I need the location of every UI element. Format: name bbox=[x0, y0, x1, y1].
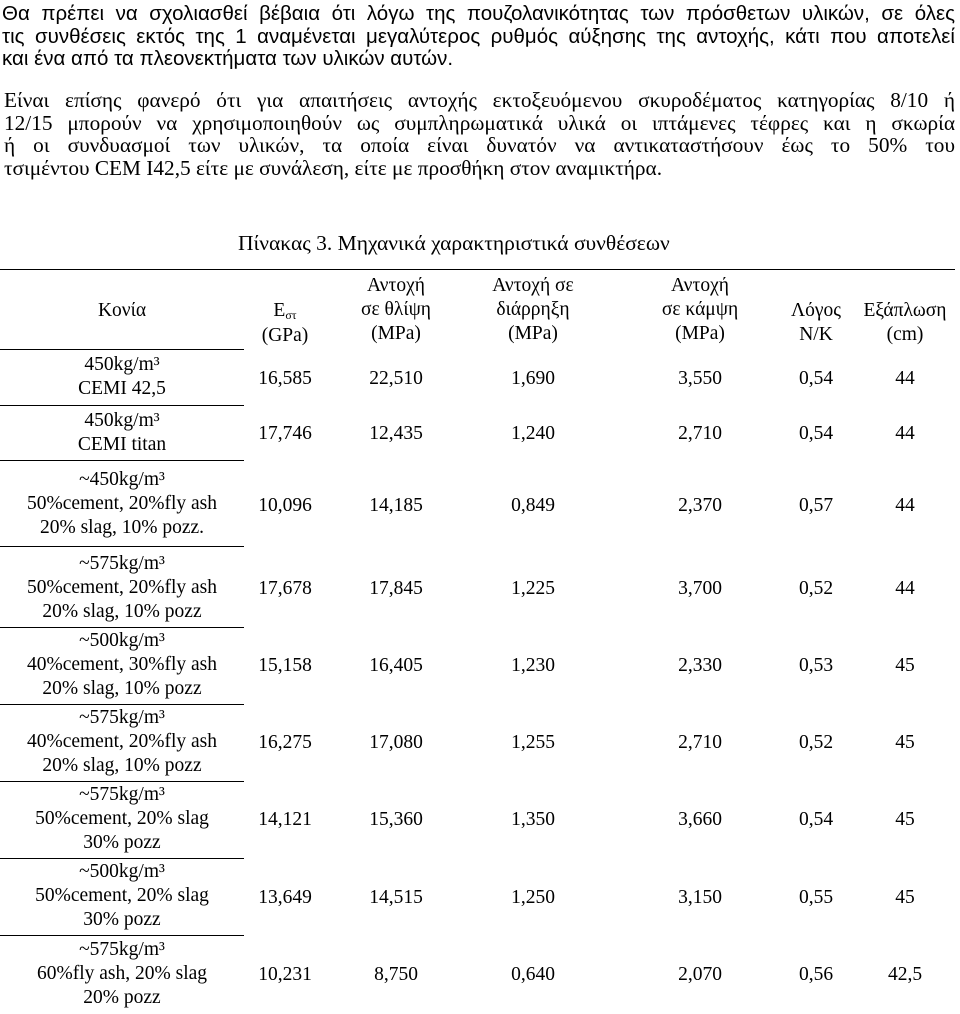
paragraph-line: ή οι συνδυασμοί των υλικών, τα οποία είναι δυνατόν να αντικαταστήσουν έως το 50% του bbox=[4, 133, 955, 157]
konia-line: 40%cement, 30%fly ash bbox=[26, 654, 218, 675]
konia-line: 20% slag, 10% pozz bbox=[42, 678, 202, 699]
konia-line: 60%fly ash, 20% slag bbox=[36, 963, 208, 984]
row-separator bbox=[0, 405, 244, 406]
cell-e: 15,158 bbox=[258, 655, 312, 676]
header-line: διάρρηξη bbox=[496, 299, 570, 320]
table-cell-konia bbox=[0, 468, 244, 540]
header-e-unit: (GPa) bbox=[261, 325, 309, 346]
konia-line: ~575kg/m³ bbox=[79, 553, 165, 574]
cell-logos: 0,52 bbox=[798, 732, 834, 753]
cell-kampsi: 2,370 bbox=[678, 495, 722, 516]
cell-thlipsi: 14,515 bbox=[369, 887, 423, 908]
cell-e: 17,678 bbox=[258, 578, 312, 599]
cell-exaplosi: 45 bbox=[895, 809, 915, 830]
cell-diarrixi: 1,225 bbox=[511, 578, 555, 599]
cell-exaplosi: 45 bbox=[895, 732, 915, 753]
paragraph-line: Είναι επίσης φανερό ότι για απαιτήσεις αντοχής εκτοξευόμενου σκυροδέματος κατηγορίας 8/10 ή bbox=[4, 88, 955, 112]
cell-logos: 0,55 bbox=[798, 887, 834, 908]
konia-line: ~500kg/m³ bbox=[79, 861, 165, 882]
cell-diarrixi: 1,250 bbox=[511, 887, 555, 908]
cell-logos: 0,52 bbox=[798, 578, 834, 599]
cell-kampsi: 2,330 bbox=[678, 655, 722, 676]
cell-logos: 0,56 bbox=[798, 964, 834, 985]
table-cell-konia bbox=[0, 938, 244, 1010]
cell-e: 16,585 bbox=[258, 368, 312, 389]
konia-line: CEMI 42,5 bbox=[78, 378, 166, 399]
cell-thlipsi: 15,360 bbox=[369, 809, 423, 830]
header-e bbox=[246, 299, 324, 327]
cell-exaplosi: 44 bbox=[895, 368, 915, 389]
header-e-main: E bbox=[273, 300, 286, 321]
cell-logos: 0,54 bbox=[798, 809, 834, 830]
header-line: σε θλίψη bbox=[360, 299, 432, 320]
cell-exaplosi: 45 bbox=[895, 887, 915, 908]
header-e-sub: στ bbox=[285, 308, 297, 322]
konia-line: 30% pozz bbox=[83, 832, 161, 853]
paragraph-strength-requirements bbox=[4, 89, 955, 179]
cell-thlipsi: 12,435 bbox=[369, 423, 423, 444]
paragraph-pozzolanic-note bbox=[2, 3, 955, 71]
cell-e: 17,746 bbox=[258, 423, 312, 444]
header-line: (MPa) bbox=[675, 323, 725, 344]
header-kampsi bbox=[630, 274, 770, 346]
header-line: N/K bbox=[799, 324, 833, 345]
row-separator bbox=[0, 460, 244, 461]
row-separator bbox=[0, 546, 244, 547]
header-line: Αντοχή bbox=[367, 275, 425, 296]
konia-line: 20% slag, 10% pozz bbox=[42, 601, 202, 622]
paragraph-line: τσιμέντου CEM I42,5 είτε με συνάλεση, είτε με προσθήκη στον αναμικτήρα. bbox=[4, 155, 663, 180]
cell-kampsi: 3,660 bbox=[678, 809, 722, 830]
konia-line: 50%cement, 20%fly ash bbox=[26, 493, 218, 514]
cell-thlipsi: 8,750 bbox=[374, 964, 418, 985]
konia-line: 50%cement, 20% slag bbox=[35, 808, 209, 829]
cell-diarrixi: 0,640 bbox=[511, 964, 555, 985]
cell-diarrixi: 1,230 bbox=[511, 655, 555, 676]
paragraph-line: και ένα από τα πλεονεκτήματα των υλικών αυτών. bbox=[2, 47, 454, 70]
cell-diarrixi: 1,255 bbox=[511, 732, 555, 753]
cell-kampsi: 2,070 bbox=[678, 964, 722, 985]
table-cell-konia bbox=[0, 409, 244, 457]
paragraph-line: τις συνθέσεις εκτός της 1 αναμένεται μεγαλύτερος ρυθμός αύξησης της αντοχής, κάτι που αποτελεί bbox=[2, 24, 955, 48]
cell-exaplosi: 42,5 bbox=[887, 964, 923, 985]
header-konia: Κονία bbox=[97, 300, 147, 321]
paragraph-line: 12/15 μπορούν να χρησιμοποιηθούν ως συμπληρωματικά υλικά οι ιπτάμενες τέφρες και η σκωρία bbox=[4, 110, 955, 135]
konia-line: 20% slag, 10% pozz. bbox=[39, 517, 205, 538]
header-exaplosi bbox=[852, 299, 958, 347]
table-cell-konia bbox=[0, 353, 244, 401]
konia-line: CEMI titan bbox=[77, 434, 167, 455]
cell-diarrixi: 1,350 bbox=[511, 809, 555, 830]
cell-logos: 0,57 bbox=[798, 495, 834, 516]
cell-kampsi: 3,150 bbox=[678, 887, 722, 908]
header-line: Εξάπλωση bbox=[863, 300, 947, 321]
cell-diarrixi: 0,849 bbox=[511, 495, 555, 516]
cell-kampsi: 2,710 bbox=[678, 423, 722, 444]
cell-kampsi: 2,710 bbox=[678, 732, 722, 753]
cell-thlipsi: 16,405 bbox=[369, 655, 423, 676]
header-line: Λόγος bbox=[791, 300, 841, 321]
cell-e: 10,096 bbox=[258, 495, 312, 516]
konia-line: ~575kg/m³ bbox=[79, 939, 165, 960]
cell-logos: 0,54 bbox=[798, 368, 834, 389]
konia-line: 20% pozz bbox=[83, 987, 161, 1008]
cell-diarrixi: 1,690 bbox=[511, 368, 555, 389]
konia-line: ~450kg/m³ bbox=[79, 469, 165, 490]
cell-thlipsi: 14,185 bbox=[369, 495, 423, 516]
cell-kampsi: 3,550 bbox=[678, 368, 722, 389]
header-line: Αντοχή σε bbox=[492, 275, 574, 296]
konia-line: 40%cement, 20%fly ash bbox=[26, 731, 218, 752]
paragraph-line: Θα πρέπει να σχολιασθεί βέβαια ότι λόγω της πουζολανικότητας των πρόσθετων υλικών, σε όλες bbox=[2, 2, 955, 25]
header-line: σε κάμψη bbox=[661, 299, 739, 320]
cell-kampsi: 3,700 bbox=[678, 578, 722, 599]
cell-logos: 0,54 bbox=[798, 423, 834, 444]
header-line: (MPa) bbox=[371, 323, 421, 344]
table-cell-konia bbox=[0, 706, 244, 778]
row-separator bbox=[0, 781, 244, 782]
table-top-rule bbox=[0, 269, 955, 270]
konia-line: 450kg/m³ bbox=[84, 410, 160, 431]
cell-diarrixi: 1,240 bbox=[511, 423, 555, 444]
konia-line: 30% pozz bbox=[83, 909, 161, 930]
cell-thlipsi: 17,845 bbox=[369, 578, 423, 599]
table-cell-konia bbox=[0, 629, 244, 701]
header-line: (cm) bbox=[886, 324, 924, 345]
cell-e: 14,121 bbox=[258, 809, 312, 830]
konia-line: 50%cement, 20%fly ash bbox=[26, 577, 218, 598]
row-separator bbox=[0, 935, 244, 936]
konia-line: 450kg/m³ bbox=[84, 354, 160, 375]
table-cell-konia bbox=[0, 860, 244, 932]
cell-exaplosi: 44 bbox=[895, 495, 915, 516]
cell-thlipsi: 22,510 bbox=[369, 368, 423, 389]
cell-e: 16,275 bbox=[258, 732, 312, 753]
cell-exaplosi: 45 bbox=[895, 655, 915, 676]
konia-line: ~575kg/m³ bbox=[79, 707, 165, 728]
table-caption: Πίνακας 3. Μηχανικά χαρακτηριστικά συνθέσεων bbox=[238, 231, 670, 255]
cell-logos: 0,53 bbox=[798, 655, 834, 676]
cell-e: 13,649 bbox=[258, 887, 312, 908]
konia-line: 50%cement, 20% slag bbox=[35, 885, 209, 906]
konia-line: ~575kg/m³ bbox=[79, 784, 165, 805]
header-diarrixi bbox=[463, 274, 603, 346]
konia-line: 20% slag, 10% pozz bbox=[42, 755, 202, 776]
table-cell-konia bbox=[0, 783, 244, 855]
header-logos bbox=[776, 299, 856, 347]
row-separator bbox=[0, 627, 244, 628]
row-separator bbox=[0, 858, 244, 859]
cell-exaplosi: 44 bbox=[895, 578, 915, 599]
cell-thlipsi: 17,080 bbox=[369, 732, 423, 753]
header-line: (MPa) bbox=[508, 323, 558, 344]
row-separator bbox=[0, 349, 244, 350]
cell-e: 10,231 bbox=[258, 964, 312, 985]
header-thlipsi bbox=[326, 274, 466, 346]
row-separator bbox=[0, 704, 244, 705]
cell-exaplosi: 44 bbox=[895, 423, 915, 444]
header-line: Αντοχή bbox=[671, 275, 729, 296]
konia-line: ~500kg/m³ bbox=[79, 630, 165, 651]
table-cell-konia bbox=[0, 552, 244, 624]
